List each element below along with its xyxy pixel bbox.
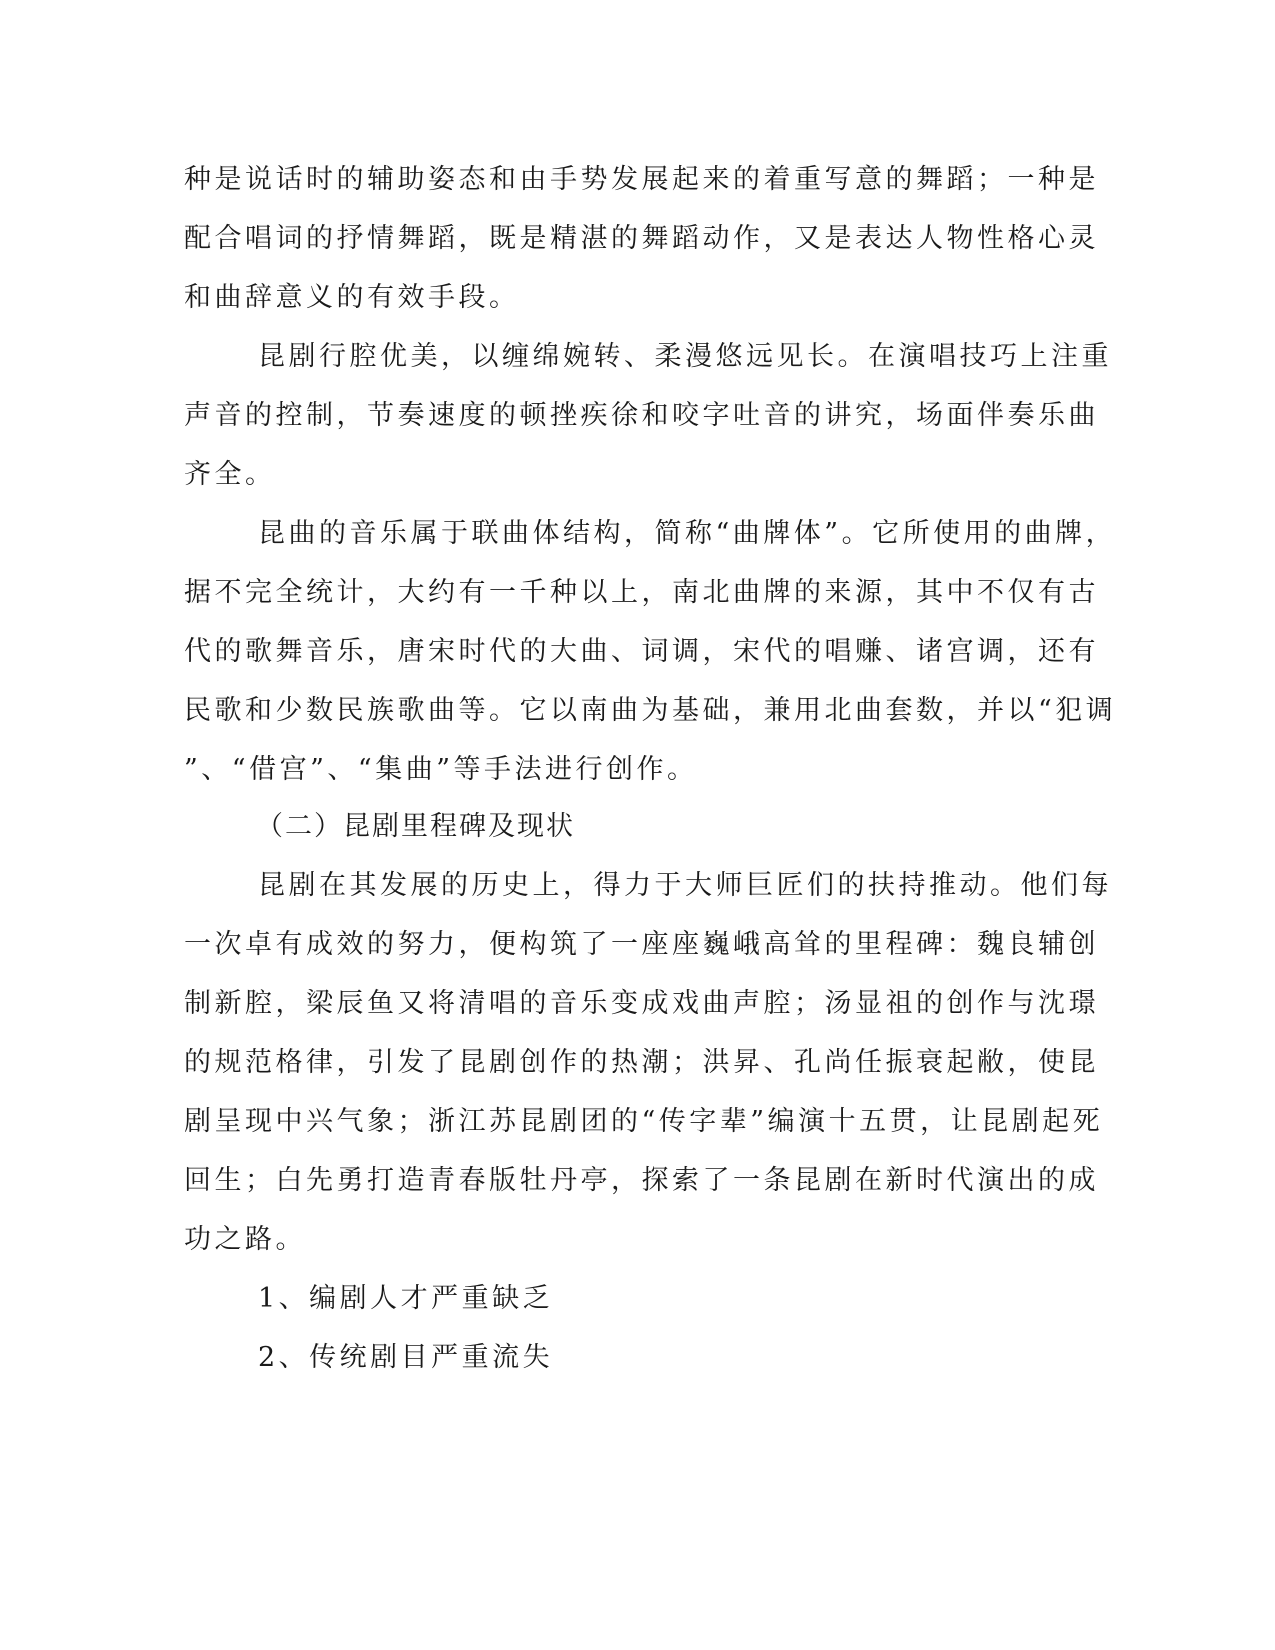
paragraph-line: 一次卓有成效的努力，便构筑了一座座巍峨高耸的里程碑：魏良辅创 bbox=[184, 929, 1099, 960]
section-heading: （二）昆剧里程碑及现状 bbox=[256, 811, 575, 842]
paragraph-line: 配合唱词的抒情舞蹈，既是精湛的舞蹈动作，又是表达人物性格心灵 bbox=[184, 223, 1099, 254]
paragraph-line: 民歌和少数民族歌曲等。它以南曲为基础，兼用北曲套数，并以“犯调 bbox=[184, 695, 1117, 726]
paragraph-line: 回生；白先勇打造青春版牡丹亭，探索了一条昆剧在新时代演出的成 bbox=[184, 1165, 1099, 1196]
paragraph-line: 制新腔，梁辰鱼又将清唱的音乐变成戏曲声腔；汤显祖的创作与沈璟 bbox=[184, 988, 1099, 1019]
list-item: 2、传统剧目严重流失 bbox=[258, 1342, 554, 1373]
paragraph-line: 的规范格律，引发了昆剧创作的热潮；洪昇、孔尚任振衰起敝，使昆 bbox=[184, 1047, 1099, 1078]
paragraph-line: ”、“借宫”、“集曲”等手法进行创作。 bbox=[184, 754, 698, 785]
paragraph-line: 齐全。 bbox=[184, 459, 276, 490]
paragraph-line: 昆剧在其发展的历史上，得力于大师巨匠们的扶持推动。他们每 bbox=[258, 870, 1112, 901]
list-item: 1、编剧人才严重缺乏 bbox=[258, 1283, 554, 1314]
paragraph-line: 和曲辞意义的有效手段。 bbox=[184, 282, 520, 313]
paragraph-line: 昆曲的音乐属于联曲体结构，简称“曲牌体”。它所使用的曲牌， bbox=[258, 518, 1117, 549]
paragraph-line: 功之路。 bbox=[184, 1224, 306, 1255]
paragraph-line: 剧呈现中兴气象；浙江苏昆剧团的“传字辈”编演十五贯，让昆剧起死 bbox=[184, 1106, 1104, 1137]
paragraph-line: 种是说话时的辅助姿态和由手势发展起来的着重写意的舞蹈；一种是 bbox=[184, 164, 1099, 195]
paragraph-line: 代的歌舞音乐，唐宋时代的大曲、词调，宋代的唱赚、诸宫调，还有 bbox=[184, 636, 1099, 667]
paragraph-line: 昆剧行腔优美，以缠绵婉转、柔漫悠远见长。在演唱技巧上注重 bbox=[258, 341, 1112, 372]
paragraph-line: 据不完全统计，大约有一千种以上，南北曲牌的来源，其中不仅有古 bbox=[184, 577, 1099, 608]
paragraph-line: 声音的控制，节奏速度的顿挫疾徐和咬字吐音的讲究，场面伴奏乐曲 bbox=[184, 400, 1099, 431]
